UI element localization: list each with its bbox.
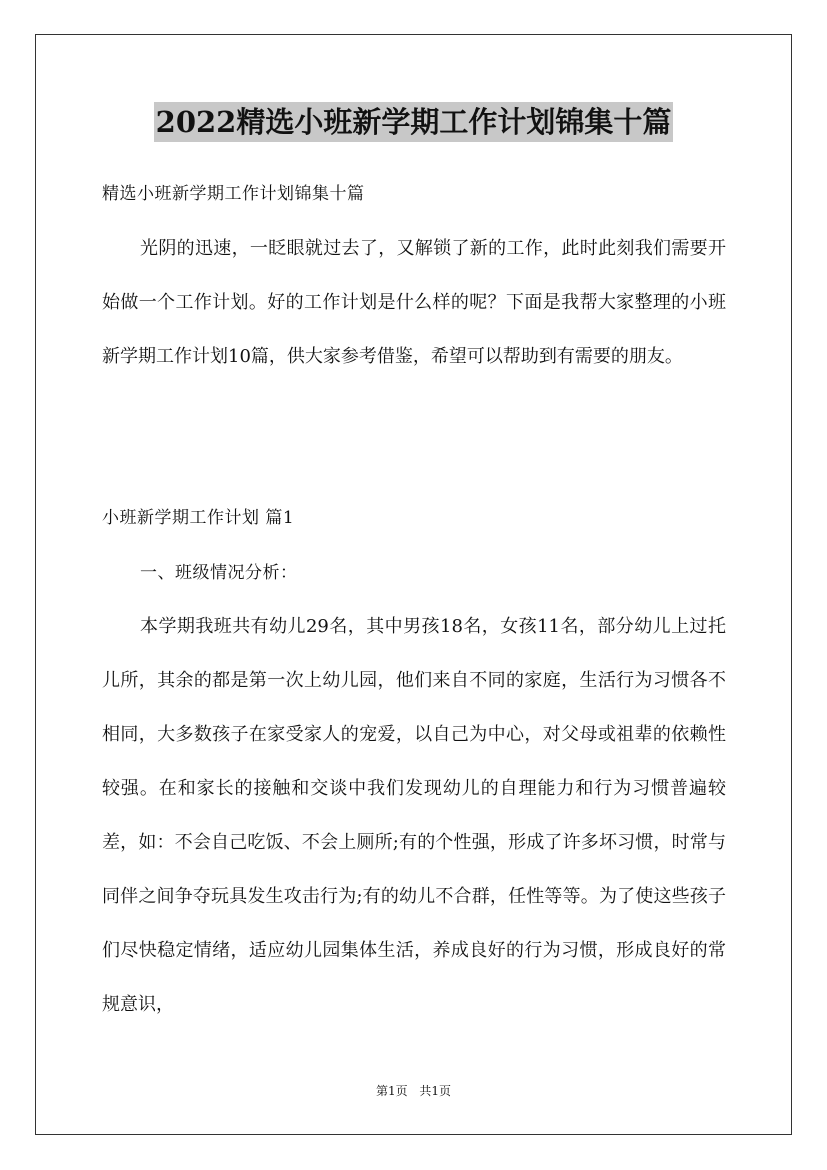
- section-paragraph: 本学期我班共有幼儿29名，其中男孩18名，女孩11名，部分幼儿上过托儿所，其余的都是第一次上幼儿园，他们来自不同的家庭，生活行为习惯各不相同，大多数孩子在家受家人的宠爱，以自己为中心，对父母或祖辈的依赖性较强。在和家长的接触和交谈中我们发现幼儿的自理能力和行为习惯普遍较差，如：不会自己吃饭、不会上厕所;有的个性强，形成了许多坏习惯，时常与同伴之间争夺玩具发生攻击行为;有的幼儿不合群，任性等等。为了使这些孩子们尽快稳定情绪，适应幼儿园集体生活，养成良好的行为习惯，形成良好的常规意识，: [102, 616, 726, 1015]
- page-number: 第1页: [375, 1084, 408, 1098]
- document-subtitle: 精选小班新学期工作计划锦集十篇: [102, 184, 365, 204]
- intro-paragraph: 光阴的迅速，一眨眼就过去了，又解锁了新的工作，此时此刻我们需要开始做一个工作计划。好的工作计划是什么样的呢？下面是我帮大家整理的小班新学期工作计划10篇，供大家参考借鉴，希望可以帮助到有需要的朋友。: [102, 238, 726, 367]
- sub-heading: 一、班级情况分析：: [140, 563, 298, 583]
- page-footer: [0, 1083, 827, 1099]
- page-total: 共1页: [419, 1084, 452, 1098]
- title-container: [0, 102, 827, 142]
- section-heading: 小班新学期工作计划 篇1: [102, 508, 295, 528]
- document-title: 2022精选小班新学期工作计划锦集十篇: [154, 102, 674, 142]
